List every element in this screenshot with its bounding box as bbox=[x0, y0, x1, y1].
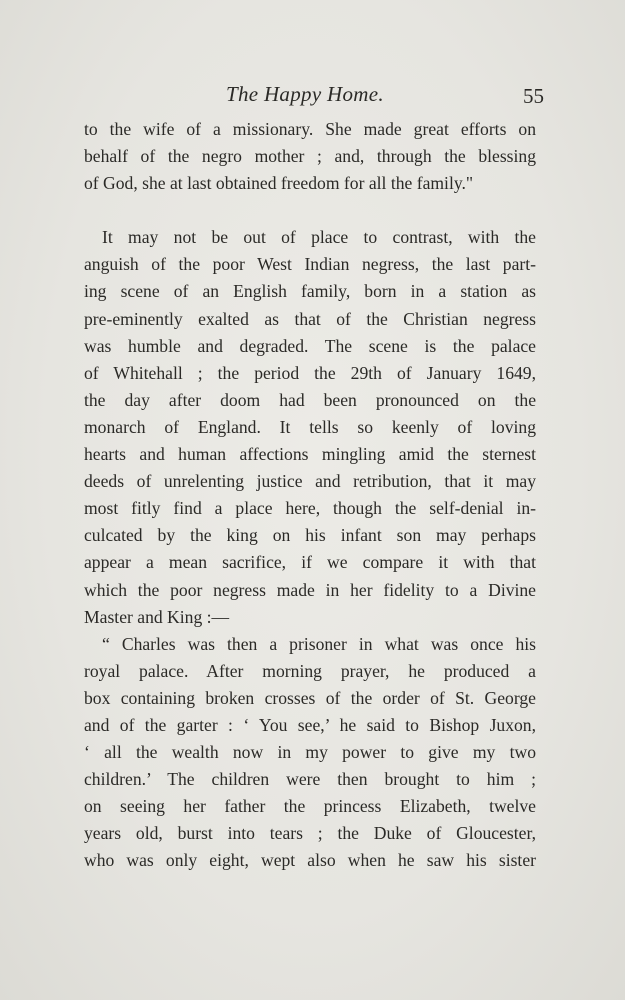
text-line: of Whitehall ; the period the 29th of January 1649, bbox=[84, 362, 536, 383]
text-line: years old, burst into tears ; the Duke of Gloucester, bbox=[84, 823, 536, 844]
text-line: and of the garter : ‘ You see,’ he said to Bishop Juxon, bbox=[84, 714, 536, 735]
text-line: “ Charles was then a prisoner in what was once his bbox=[102, 633, 536, 654]
text-line: of God, she at last obtained freedom for all the family." bbox=[84, 173, 474, 194]
text-line: behalf of the negro mother ; and, through the blessing bbox=[84, 146, 536, 167]
text-line: culcated by the king on his infant son may perhaps bbox=[84, 525, 536, 546]
text-line: appear a mean sacrifice, if we compare it with that bbox=[84, 552, 536, 573]
text-line: hearts and human affections mingling amid the sternest bbox=[84, 444, 536, 465]
text-line: who was only eight, wept also when he saw his sister bbox=[84, 850, 536, 871]
text-line: on seeing her father the princess Elizabeth, twelve bbox=[84, 796, 536, 817]
text-line: to the wife of a missionary. She made great efforts on bbox=[84, 119, 536, 139]
text-line: most fitly find a place here, though the self-denial in- bbox=[84, 498, 536, 519]
paragraph-gap bbox=[84, 197, 536, 224]
text-line: was humble and degraded. The scene is the palace bbox=[84, 335, 536, 356]
running-title: The Happy Home. bbox=[226, 82, 384, 106]
text-line: Master and King :— bbox=[84, 606, 230, 627]
text-line: monarch of England. It tells so keenly of loving bbox=[84, 416, 536, 437]
text-line: children.’ The children were then brought to him ; bbox=[84, 769, 536, 790]
text-line: pre-eminently exalted as that of the Christian negress bbox=[84, 308, 536, 329]
body-text bbox=[84, 116, 536, 875]
text-line: It may not be out of place to contrast, with the bbox=[102, 227, 536, 248]
text-line: royal palace. After morning prayer, he produced a bbox=[84, 660, 536, 681]
running-head bbox=[84, 82, 544, 110]
text-line: ing scene of an English family, born in a station as bbox=[84, 281, 536, 302]
text-line: box containing broken crosses of the order of St. George bbox=[84, 687, 536, 708]
text-line: anguish of the poor West Indian negress, the last part- bbox=[84, 254, 536, 275]
text-line: ‘ all the wealth now in my power to give my two bbox=[84, 742, 536, 763]
text-line: which the poor negress made in her fidelity to a Divine bbox=[84, 579, 536, 600]
text-line: deeds of unrelenting justice and retribution, that it may bbox=[84, 471, 536, 492]
text-line: the day after doom had been pronounced on the bbox=[84, 389, 536, 410]
page-number: 55 bbox=[523, 84, 544, 108]
